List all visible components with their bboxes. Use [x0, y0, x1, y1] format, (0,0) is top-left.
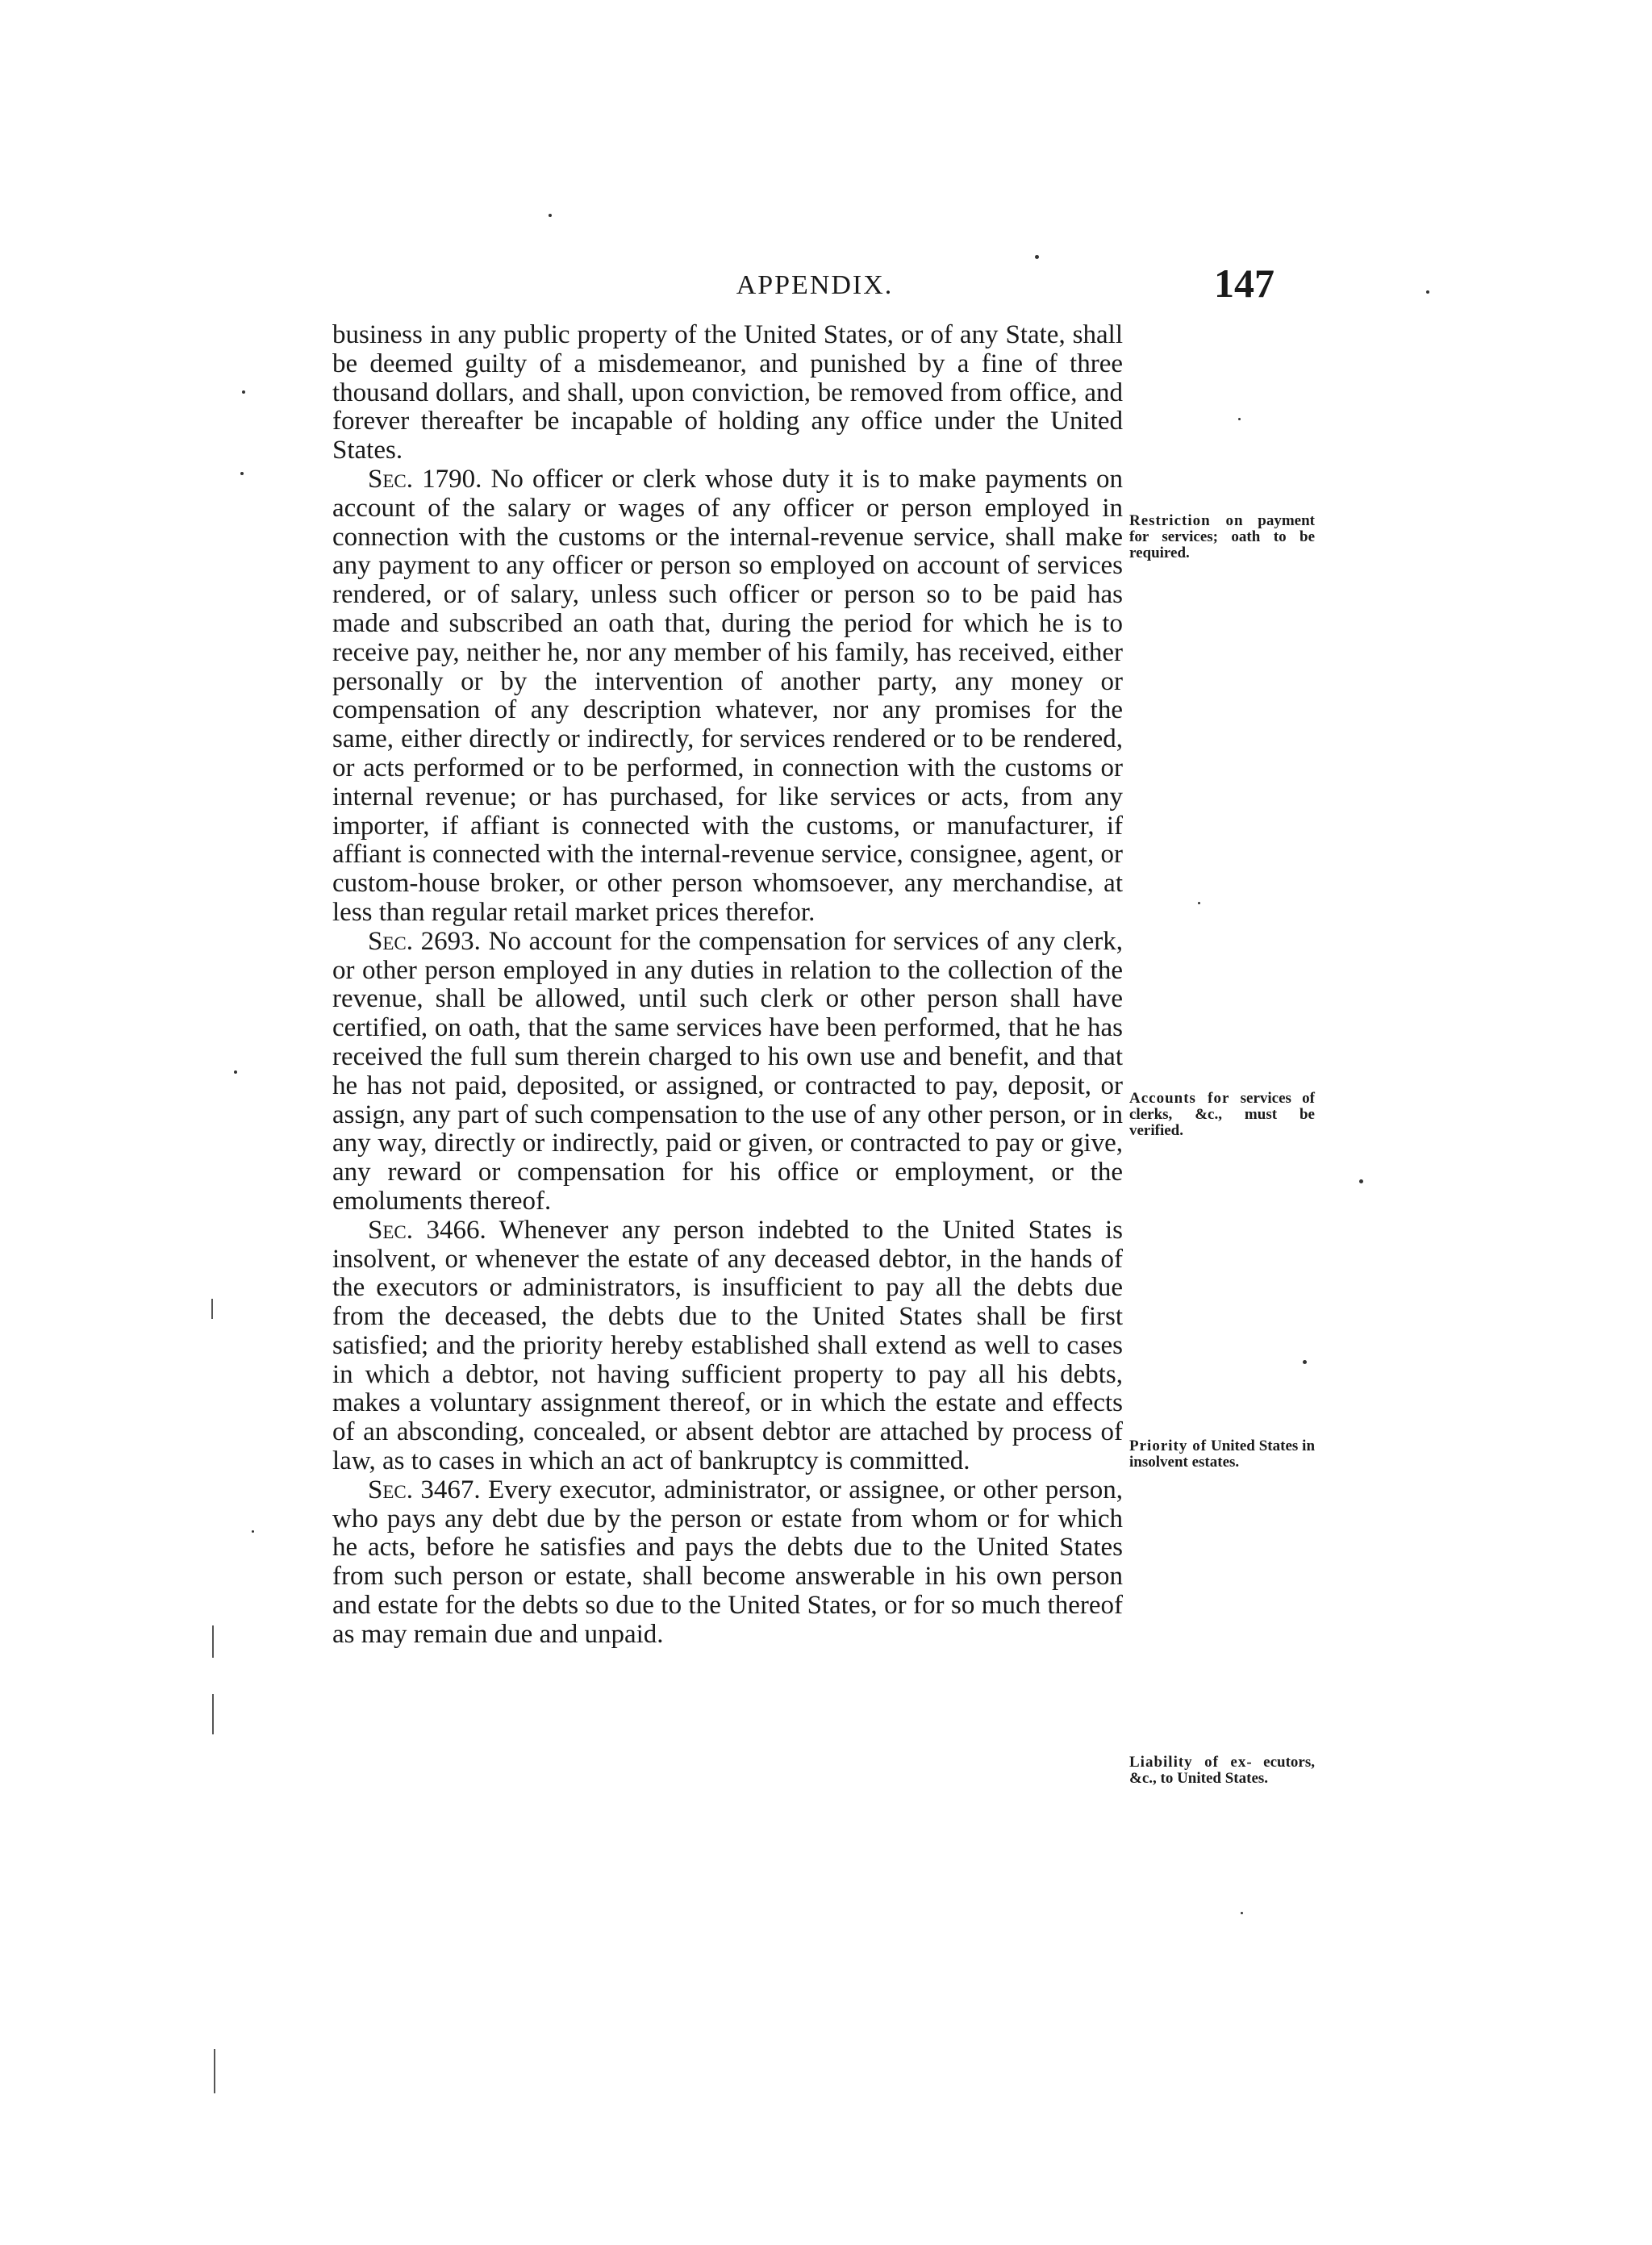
section-label: Sec. 2693. — [368, 926, 481, 956]
scan-speck — [242, 390, 245, 394]
section-label: Sec. 3466. — [368, 1215, 486, 1245]
sidenote-lead: Accounts for — [1129, 1090, 1230, 1107]
sidenote-restriction-on-payment — [1129, 513, 1315, 561]
margin-mark — [214, 2049, 215, 2093]
sidenote-priority-of-united-states — [1129, 1438, 1315, 1471]
scan-speck — [1198, 902, 1200, 904]
scan-speck — [1426, 290, 1429, 294]
scan-speck — [240, 472, 244, 475]
margin-mark — [211, 1299, 213, 1319]
body-text — [332, 321, 1123, 1650]
sidenote-lead: Priority of — [1129, 1438, 1208, 1454]
scan-speck — [1359, 1179, 1363, 1183]
sidenote-rest: payment for services; oath to be required. — [1129, 512, 1315, 561]
section-1790 — [332, 465, 1123, 928]
continuation-paragraph: business in any public property of the United States, or of any State, shall be deemed guilty of a misdemeanor, and punished by a fine of three thousand dollars, and shall, upon conviction, be removed from office, and forever thereafter be incapable of holding any office under the United States. — [332, 320, 1123, 465]
sidenote-rest: ecutors, &c., to United States. — [1129, 1754, 1315, 1787]
section-text: No officer or clerk whose duty it is to make payments on account of the salary or wages of any officer or person employed in connection with the customs or the internal-revenue service, shall make any payment to any officer or person so employed on account of services rendered, or of salary, unless such officer or person so to be paid has made and subscribed an oath that, during the period for which he is to receive pay, neither he, nor any member of his family, has received, either personally or by the intervention of another party, any money or compensation of any description whatever, nor any promises for the same, either directly or indirectly, for services rendered or to be rendered, or acts performed or to be performed, in connection with the customs or internal revenue; or has purchased, for like services or acts, from any importer, if affiant is connected with the customs, or manufacturer, if affiant is connected with the internal-revenue service, consignee, agent, or custom-house broker, or other person whomsoever, any merchandise, at less than regular retail market prices therefor. — [332, 464, 1123, 927]
section-text: Every executor, administrator, or assignee, or other person, who pays any debt due by the person or estate from whom or for which he acts, before he satisfies and pays the debts due to the United States from such person or estate, shall become answerable in his own person and estate for the debts so due to the United States, or for so much thereof as may remain due and unpaid. — [332, 1475, 1124, 1649]
sidenote-rest: services of clerks, &c., must be verified. — [1129, 1090, 1315, 1139]
scan-speck — [1241, 1912, 1243, 1914]
scan-speck — [1303, 1360, 1307, 1364]
section-label: Sec. 1790. — [368, 464, 482, 494]
section-text: No account for the compensation for services of any clerk, or other person employed in any duties in relation to the collection of the revenue, shall be allowed, until such clerk or other person shall have certified, on oath, that the same services have been performed, that he has received the full sum therein charged to his own use and benefit, and that he has not paid, deposited, or assigned, or contracted to pay, deposit, or assign, any part of such compensation to the use of any other person, or in any way, directly or indirectly, paid or given, or contracted to pay or give, any reward or compensation for his office or employment, or the emoluments thereof. — [332, 926, 1123, 1216]
scan-speck — [549, 214, 552, 217]
section-text: Whenever any person indebted to the United States is insolvent, or whenever the estate of any deceased debtor, in the hands of the executors or administrators, is insufficient to pay all the debts due from the deceased, the debts due to the United States shall be first satisfied; and the priority hereby established shall extend as well to cases in which a debtor, not having sufficient property to pay all his debts, makes a voluntary assignment thereof, or in which the estate and effects of an absconding, concealed, or absent debtor are attached by process of law, as to cases in which an act of bankruptcy is committed. — [332, 1215, 1123, 1476]
scan-speck — [234, 1070, 237, 1074]
margin-mark — [212, 1625, 214, 1658]
scan-speck — [1035, 255, 1039, 259]
page-number: 147 — [1214, 261, 1274, 306]
sidenote-accounts-for-services — [1129, 1091, 1315, 1139]
sidenote-liability-of-executors — [1129, 1755, 1315, 1787]
sidenote-lead: Liability of ex- — [1129, 1754, 1253, 1771]
section-2693 — [332, 928, 1123, 1216]
section-3467 — [332, 1476, 1123, 1650]
sidenote-lead: Restriction on — [1129, 512, 1244, 529]
scan-speck — [1238, 418, 1241, 420]
section-label: Sec. 3467. — [368, 1475, 481, 1504]
running-head: APPENDIX. — [736, 270, 894, 300]
scan-speck — [252, 1530, 254, 1533]
sidenote-rest: United States in insolvent estates. — [1129, 1438, 1316, 1471]
margin-mark — [212, 1694, 214, 1734]
section-3466 — [332, 1216, 1123, 1476]
